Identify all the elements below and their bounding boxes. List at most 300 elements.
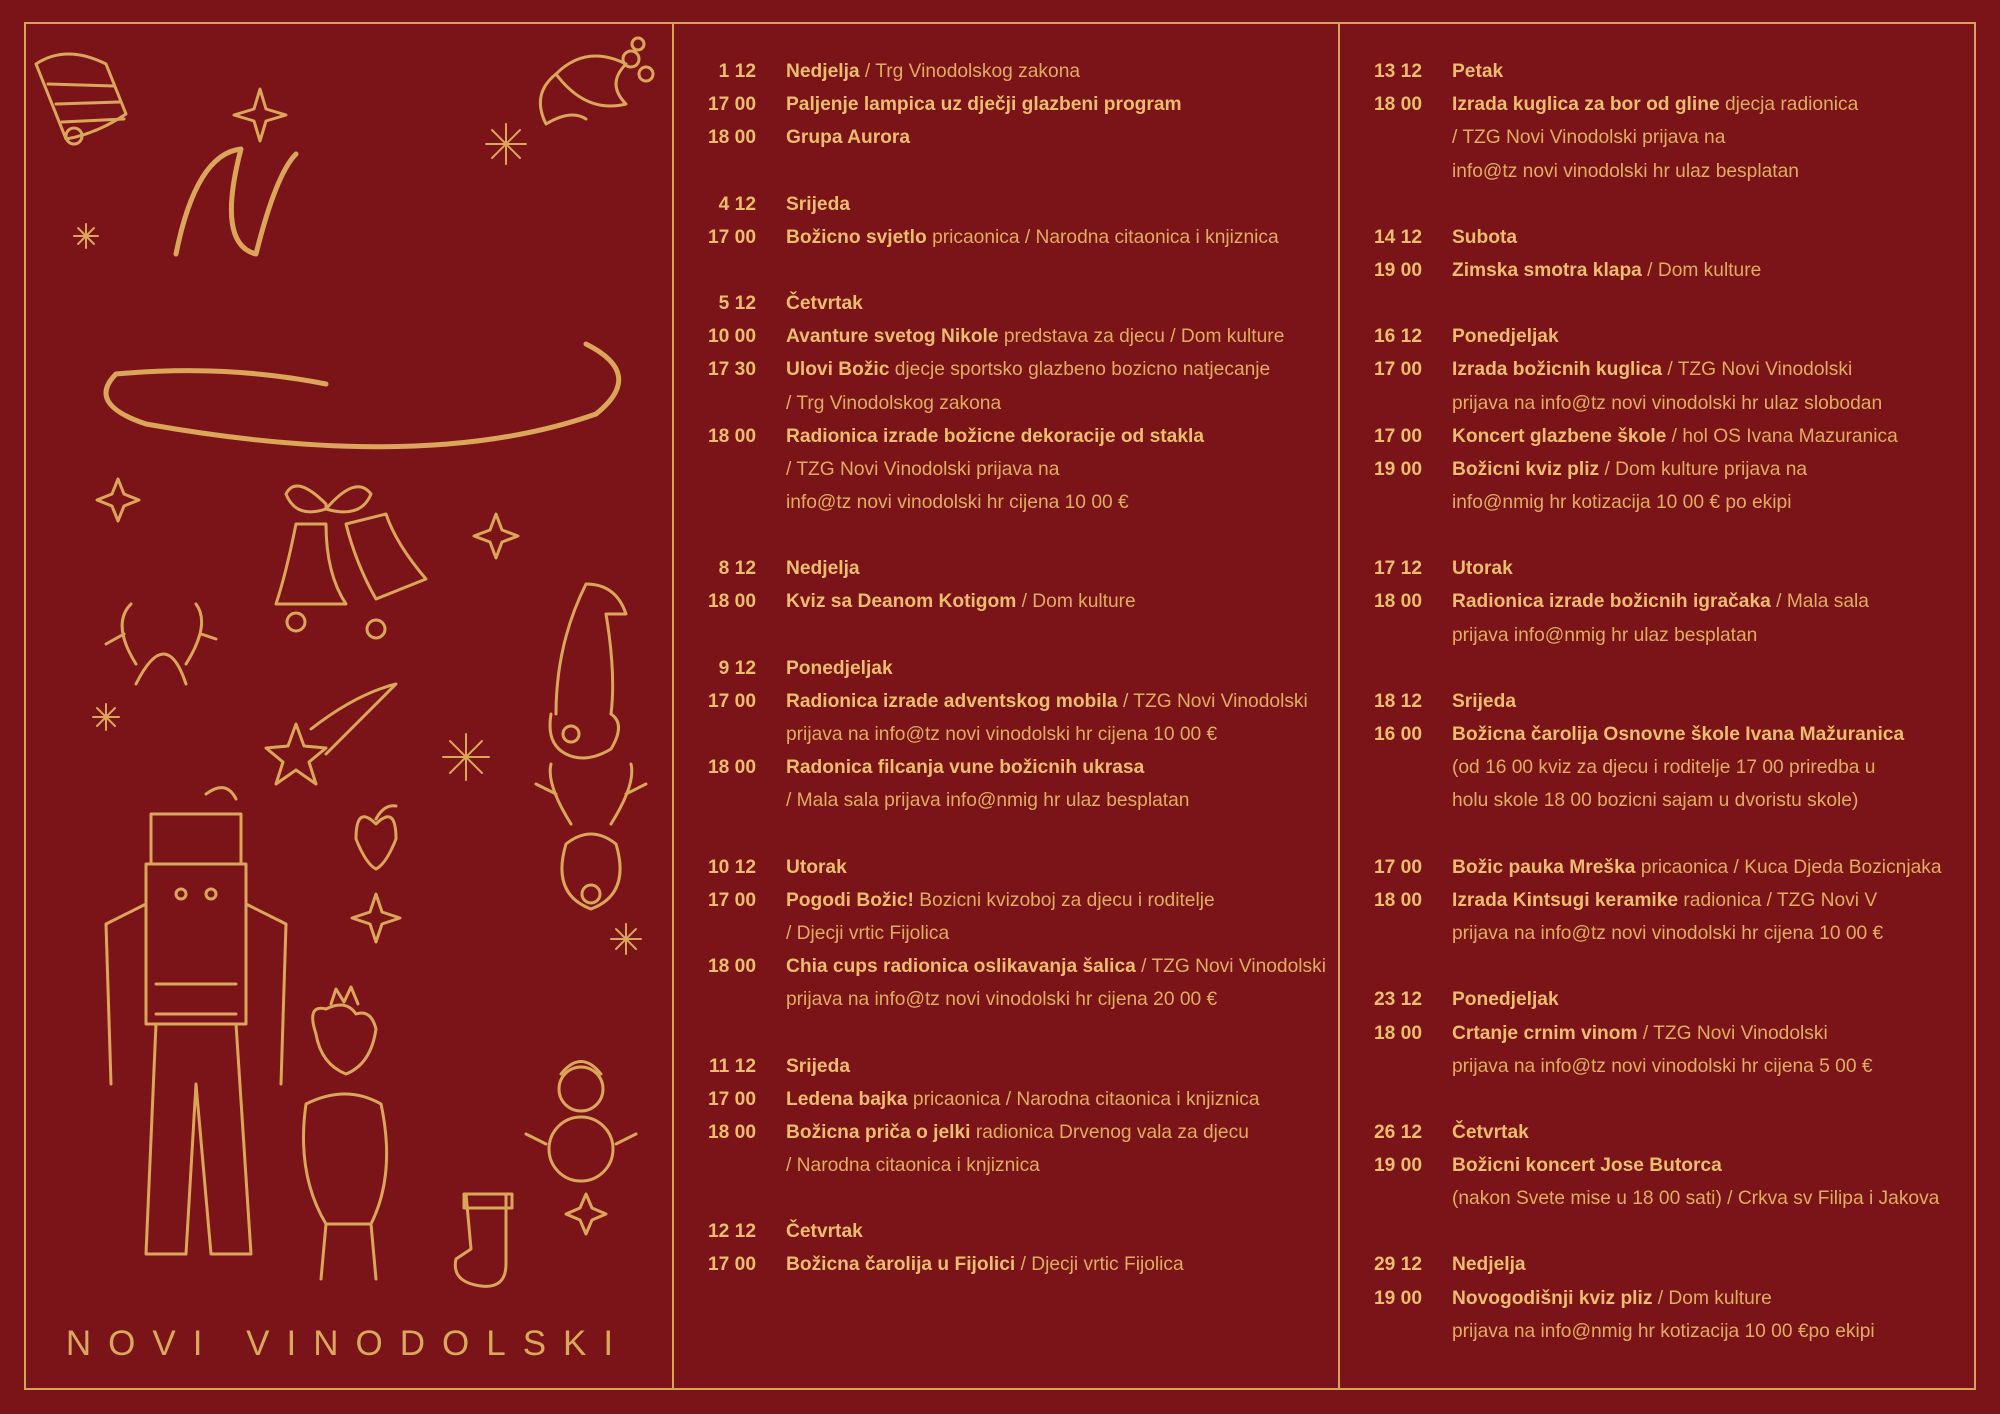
event-title: Chia cups radionica oslikavanja šalica [786,956,1136,978]
event-item [1342,718,1974,751]
event-item [1342,420,1974,453]
event-details: / TZG Novi Vinodolski [1662,359,1853,381]
event-time: 18 00 [1373,1022,1422,1044]
event-item-cell [1422,353,1974,386]
event-title: Božicno svjetlo [786,226,927,248]
event-item [1342,453,1974,486]
event-item [676,718,1336,751]
event-item [676,121,1336,154]
event-details: radionica / TZG Novi V [1678,889,1878,911]
event-item-cell [1422,155,1974,188]
event-item-cell [756,751,1336,784]
event-date: 26 12 [1373,1121,1422,1143]
event-details: prijava na info@tz novi vinodolski hr cijena 5 00 € [1452,1055,1873,1077]
title-lettering [106,149,619,447]
event-title: Novogodišnji kviz pliz [1452,1287,1653,1309]
event-item [1342,1017,1974,1050]
event-time [1342,818,1422,851]
event-item [676,1149,1336,1182]
event-title: Božicni kviz pliz [1452,458,1600,480]
event-weekday: Četvrtak [786,1221,863,1243]
event-item [676,420,1336,453]
event-time [1342,1050,1422,1083]
event-item-cell [1422,387,1974,420]
event-date: 29 12 [1373,1254,1422,1276]
event-item [1342,353,1974,386]
event-title: Paljenje lampica uz dječji glazbeni program [786,94,1182,116]
event-weekday: Utorak [786,856,847,878]
event-date-row [676,55,1336,88]
event-time [1342,387,1422,420]
bell-icon [36,54,126,144]
event-item [1342,254,1974,287]
event-date: 13 12 [1373,61,1422,82]
event-date: 9 12 [718,657,756,679]
event-item [676,320,1336,353]
event-weekday: Utorak [1452,558,1513,580]
event-item [1342,387,1974,420]
event-weekday: Subota [1452,226,1518,248]
event-item-cell [1422,619,1974,652]
event-details: / Djecji vrtic Fijolica [1015,1254,1184,1276]
event-time: 17 00 [707,889,756,911]
event-date-row [676,851,1336,884]
event-item-cell [756,784,1336,817]
event-time: 17 00 [707,94,756,116]
event-details: / Dom kulture [1016,591,1136,613]
event-details: info@tz novi vinodolski hr cijena 10 00 € [786,492,1129,514]
event-date: 5 12 [718,292,756,314]
event-day [676,188,1336,254]
event-title: Crtanje crnim vinom [1452,1022,1638,1044]
event-title: Božic pauka Mreška [1452,856,1636,878]
event-item-cell [1422,486,1974,519]
event-item-cell [1422,1282,1974,1315]
event-time: 17 00 [1373,425,1422,447]
event-day [1342,55,1974,188]
event-title: Zimska smotra klapa [1452,259,1642,281]
event-date: 12 12 [707,1221,756,1243]
event-title: Božicna čarolija Osnovne škole Ivana Mažuranica [1452,724,1905,745]
event-title: Kviz sa Deanom Kotigom [786,591,1017,613]
event-item-cell [1422,121,1974,154]
event-item [676,88,1336,121]
event-details: / TZG Novi Vinodolski [1135,956,1326,978]
event-weekday: Nedjelja [786,61,860,82]
event-item-cell [756,387,1336,420]
event-item-cell [756,1083,1336,1116]
event-item-cell [756,917,1336,950]
event-item-cell [756,453,1336,486]
event-details: djecja radionica [1719,94,1859,116]
event-time: 17 00 [1373,359,1422,381]
event-item [676,917,1336,950]
event-item [676,453,1336,486]
event-date-row [676,652,1336,685]
antlers-headband-icon [106,604,216,684]
event-details: / Narodna citaonica i knjiznica [786,1155,1040,1177]
event-day-cell [1422,983,1974,1016]
event-title: Izrada božicnih kuglica [1452,359,1663,381]
event-date: 17 12 [1373,558,1422,580]
event-item [676,1116,1336,1149]
event-details: / Trg Vinodolskog zakona [786,392,1002,414]
event-title: Ledena bajka [786,1088,908,1110]
event-details: (od 16 00 kviz za djecu i roditelje 17 00 priredba u [1452,757,1876,779]
event-title: Izrada Kintsugi keramike [1452,889,1679,911]
event-item [1342,486,1974,519]
event-item [1342,751,1974,784]
event-time [676,1149,756,1182]
event-item [676,950,1336,983]
event-time: 19 00 [1373,1287,1422,1309]
event-item [676,784,1336,817]
event-time [676,784,756,817]
shooting-star-icon [266,684,396,784]
event-title: Radionica izrade božicne dekoracije od stakla [786,425,1205,447]
event-day-cell [756,287,1336,320]
event-item [676,353,1336,386]
event-time [1342,619,1422,652]
snowflake-icon [443,734,489,780]
event-title: Avanture svetog Nikole [786,326,999,348]
event-details: Bozicni kvizoboj za djecu i roditelje [913,889,1215,911]
event-item-cell [1422,1149,1974,1182]
event-date-row [1342,552,1974,585]
event-weekday: Petak [1452,61,1504,82]
event-title: Izrada kuglica za bor od gline [1452,94,1720,116]
event-item [676,1248,1336,1281]
schedule-column-left [676,55,1336,1315]
event-details: info@tz novi vinodolski hr ulaz besplatan [1452,160,1799,182]
ornament-icon [356,806,396,869]
event-title: Radionica izrade adventskog mobila [786,690,1118,712]
event-details: / Djecji vrtic Fijolica [786,922,950,944]
event-item [1342,851,1974,884]
event-weekday: Ponedjeljak [786,657,893,679]
event-time: 19 00 [1373,259,1422,281]
event-weekday: Četvrtak [786,292,863,314]
event-date-row [676,1050,1336,1083]
event-time [676,917,756,950]
event-day [676,1215,1336,1281]
event-date-row [1342,221,1974,254]
event-item-cell [1422,751,1974,784]
event-details: pricaonica / Narodna citaonica i knjiznica [907,1088,1260,1110]
event-item [676,983,1336,1016]
event-item-cell [756,983,1336,1016]
event-time [1342,784,1422,817]
illustration-panel [26,24,670,1388]
event-day [676,55,1336,155]
event-day-cell [756,652,1336,685]
event-item-cell [1422,851,1974,884]
event-time [1342,917,1422,950]
event-details: info@nmig hr kotizacija 10 00 € po ekipi [1452,492,1792,514]
event-details: prijava info@nmig hr ulaz besplatan [1452,624,1758,646]
event-item [676,585,1336,618]
event-item-cell [1422,917,1974,950]
event-time [1342,751,1422,784]
event-time: 18 00 [707,425,756,447]
event-time: 18 00 [707,127,756,149]
event-date: 10 12 [707,856,756,878]
event-item [1342,1315,1974,1348]
event-day-cell [1422,1248,1974,1281]
event-title: Božicna priča o jelki [786,1121,971,1143]
event-title: Radonica filcanja vune božicnih ukrasa [786,757,1145,779]
event-date-row [676,1215,1336,1248]
event-time [1342,486,1422,519]
event-details: holu skole 18 00 bozicni sajam u dvoristu skole) [1452,790,1859,812]
event-details: prijava na info@tz novi vinodolski hr ulaz slobodan [1452,392,1883,414]
event-date: 18 12 [1373,690,1422,712]
event-item-cell [756,718,1336,751]
event-day [676,652,1336,818]
event-details: / TZG Novi Vinodolski [1117,690,1308,712]
mouse-king-icon [304,987,387,1279]
event-day [676,1050,1336,1183]
event-weekday: Srijeda [1452,690,1516,712]
event-date-row [676,188,1336,221]
event-day [676,552,1336,618]
event-date: 8 12 [718,558,756,580]
event-item-cell [756,221,1336,254]
event-details: / TZG Novi Vinodolski prijava na [786,458,1060,480]
event-time [1342,1182,1422,1215]
event-details: / Mala sala [1770,591,1869,613]
event-details: / hol OS Ivana Mazuranica [1666,425,1898,447]
event-item-cell [756,1248,1336,1281]
event-time: 18 00 [707,956,756,978]
event-day-cell [756,552,1336,585]
event-time [676,718,756,751]
event-day [1342,1248,1974,1348]
event-time: 17 00 [707,226,756,248]
event-details: radionica Drvenog vala za djecu [970,1121,1249,1143]
event-item [1342,1182,1974,1215]
event-item-cell [756,1149,1336,1182]
event-time: 18 00 [1373,889,1422,911]
event-time: 17 30 [707,359,756,381]
event-day-cell [1422,55,1974,88]
event-item-cell [1422,818,1974,851]
column-divider [1338,22,1340,1390]
event-date-row [676,552,1336,585]
event-item-cell [1422,420,1974,453]
event-date-row [1342,320,1974,353]
event-weekday: Ponedjeljak [1452,326,1559,348]
event-details: prijava na info@tz novi vinodolski hr cijena 10 00 € [786,724,1218,745]
event-details: / Dom kulture prijava na [1599,458,1808,480]
event-date: 1 12 [718,61,756,82]
stocking-icon [455,1194,512,1286]
event-details: (nakon Svete mise u 18 00 sati) / Crkva sv Filipa i Jakova [1452,1188,1940,1210]
event-time: 16 00 [1373,724,1422,745]
event-item-cell [756,950,1336,983]
event-item [1342,1149,1974,1182]
event-time [1342,155,1422,188]
gnome-icon [550,584,626,758]
event-item-cell [1422,884,1974,917]
event-item-cell [1422,784,1974,817]
event-item-cell [756,884,1336,917]
event-day [1342,685,1974,951]
event-details: prijava na info@nmig hr kotizacija 10 00 €po ekipi [1452,1320,1875,1342]
event-item-cell [1422,254,1974,287]
event-weekday: Nedjelja [1452,1254,1526,1276]
event-title: Ulovi Božic [786,359,890,381]
event-item-cell [756,585,1336,618]
event-time: 17 00 [707,1254,756,1276]
event-item [1342,818,1974,851]
event-item-cell [756,121,1336,154]
event-date-row [676,287,1336,320]
event-day [1342,320,1974,519]
event-item-cell [756,320,1336,353]
event-item-cell [1422,1182,1974,1215]
event-location: / Trg Vinodolskog zakona [859,61,1081,82]
event-day-cell [756,188,1336,221]
event-date-row [1342,685,1974,718]
event-item [1342,155,1974,188]
event-item [676,884,1336,917]
event-date-row [1342,1116,1974,1149]
event-item-cell [756,685,1336,718]
event-date: 4 12 [718,193,756,215]
event-day [1342,1116,1974,1216]
event-item [676,486,1336,519]
event-item [1342,619,1974,652]
event-item [676,751,1336,784]
event-details: / Dom kulture [1652,1287,1772,1309]
event-details: pricaonica / Kuca Djeda Bozicnjaka [1635,856,1942,878]
event-details: predstava za djecu / Dom kulture [998,326,1285,348]
event-date: 11 12 [709,1055,756,1077]
event-title: Grupa Aurora [786,127,911,149]
event-item-cell [1422,585,1974,618]
event-date-row [1342,1248,1974,1281]
event-details: prijava na info@tz novi vinodolski hr cijena 10 00 € [1452,923,1884,945]
event-item [676,387,1336,420]
event-time [676,983,756,1016]
event-item-cell [756,1116,1336,1149]
event-day-cell [1422,552,1974,585]
event-title: Koncert glazbene škole [1452,425,1667,447]
event-time: 18 00 [707,757,756,779]
event-date-row [1342,983,1974,1016]
event-date: 16 12 [1373,326,1422,348]
event-details: / TZG Novi Vinodolski [1637,1022,1828,1044]
event-item-cell [1422,1315,1974,1348]
event-item-cell [1422,718,1974,751]
event-weekday: Ponedjeljak [1452,989,1559,1011]
event-date: 14 12 [1373,226,1422,248]
event-item [676,221,1336,254]
event-item [1342,784,1974,817]
event-day [1342,983,1974,1083]
event-time: 17 00 [707,1088,756,1110]
event-details: / Mala sala prijava info@nmig hr ulaz besplatan [786,790,1190,812]
event-time: 10 00 [707,326,756,348]
event-title: Pogodi Božic! [786,889,914,911]
snowman-icon [526,1062,636,1182]
event-item [1342,884,1974,917]
event-item-cell [756,353,1336,386]
event-item-cell [1422,88,1974,121]
event-time: 19 00 [1373,458,1422,480]
reindeer-icon [536,764,646,909]
event-weekday: Srijeda [786,193,850,215]
event-details: / Dom kulture [1641,259,1762,281]
column-divider [672,22,674,1390]
event-item-cell [756,88,1336,121]
event-item [1342,1050,1974,1083]
event-time [676,453,756,486]
event-details: djecje sportsko glazbeno bozicno natjecanje [889,359,1271,381]
event-item-cell [756,420,1336,453]
event-time: 17 00 [1373,856,1422,878]
event-time: 18 00 [1373,94,1422,116]
event-details: pricaonica / Narodna citaonica i knjiznica [926,226,1279,248]
event-day [1342,552,1974,652]
event-day-cell [1422,221,1974,254]
event-time: 18 00 [1373,591,1422,613]
event-day-cell [756,1050,1336,1083]
holly-icon [540,38,653,124]
event-details: prijava na info@tz novi vinodolski hr cijena 20 00 € [786,989,1218,1011]
event-time: 18 00 [707,591,756,613]
schedule-column-right [1342,55,1974,1381]
event-time [1342,1315,1422,1348]
event-item [676,1083,1336,1116]
event-item [676,685,1336,718]
event-weekday: Nedjelja [786,558,860,580]
event-time [676,486,756,519]
event-date-row [1342,55,1974,88]
event-item [1342,917,1974,950]
event-item [1342,1282,1974,1315]
christmas-bells-icon [276,486,426,638]
event-title: Božicna čarolija u Fijolici [786,1254,1016,1276]
town-name: NOVI VINODOLSKI [65,1324,631,1363]
event-title: Božicni koncert Jose Butorca [1452,1155,1722,1177]
event-day [676,287,1336,519]
event-item-cell [756,486,1336,519]
nutcracker-icon [106,788,286,1254]
event-weekday: Četvrtak [1452,1121,1529,1143]
event-day-cell [1422,685,1974,718]
event-day-cell [756,851,1336,884]
event-date: 23 12 [1373,989,1422,1011]
event-time: 19 00 [1373,1155,1422,1177]
event-day-cell [756,1215,1336,1248]
event-item [1342,88,1974,121]
event-time: 17 00 [707,690,756,712]
event-title: Radionica izrade božicnih igračaka [1452,591,1771,613]
event-time [676,387,756,420]
event-item-cell [1422,453,1974,486]
event-item [1342,121,1974,154]
event-day [1342,221,1974,287]
event-weekday: Srijeda [786,1055,850,1077]
event-time: 18 00 [707,1121,756,1143]
sparkle-icons [74,89,641,1234]
event-item [1342,585,1974,618]
event-item-cell [1422,1017,1974,1050]
event-day [676,851,1336,1017]
event-details: / TZG Novi Vinodolski prijava na [1452,127,1726,149]
